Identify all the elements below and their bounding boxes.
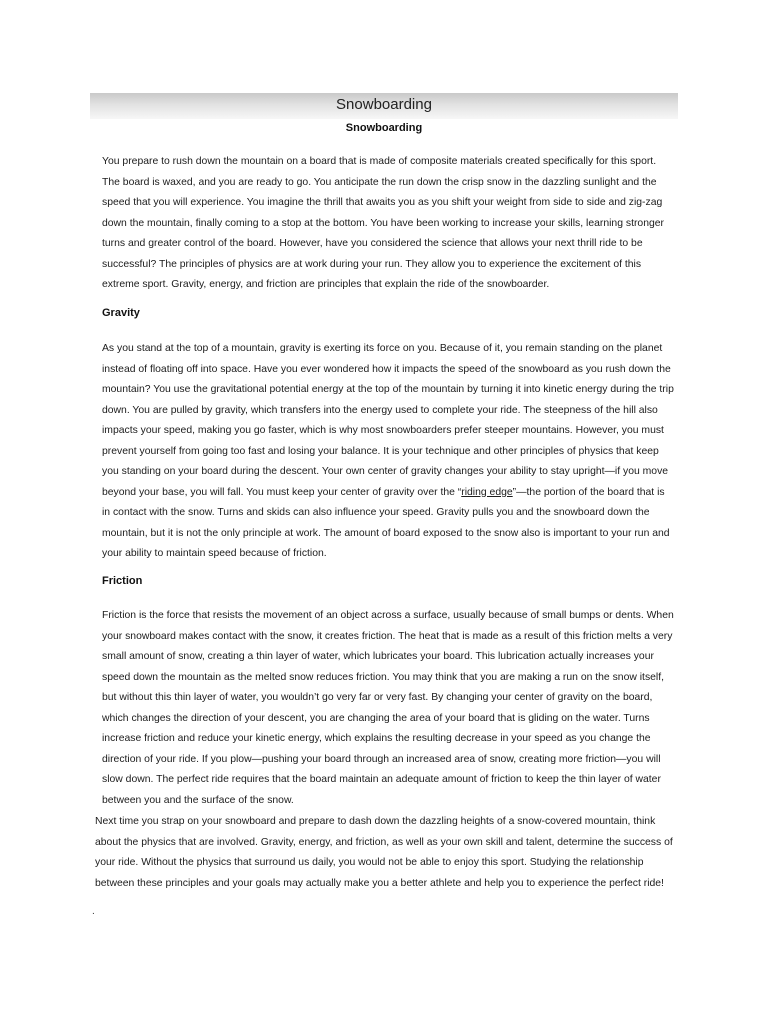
gravity-paragraph <box>102 339 674 565</box>
page-title: Snowboarding <box>336 96 432 113</box>
friction-heading: Friction <box>102 575 143 587</box>
trailing-mark: . <box>92 906 95 917</box>
friction-paragraph: Friction is the force that resists the movement of an object across a surface, usually because of small bumps or dents. When your snowboard makes contact with the snow, it creates friction. The heat that is made as a result of this friction melts a very small amount of snow, creating a thin layer of water, which lubricates your board. This lubrication actually increases your speed down the mountain as the melted snow reduces friction. You may think that you are making a run on the snow itself, but without this thin layer of water, you wouldn’t go very far or very fast. By changing your center of gravity on the board, which changes the direction of your descent, you are changing the area of your board that is gliding on the water. Turns increase friction and reduce your kinetic energy, which explains the resulting decrease in your speed as you change the direction of your ride. If you plow—pushing your board through an increased area of snow, creating more friction—you will slow down. The perfect ride requires that the board maintain an adequate amount of friction to keep the thin layer of water between you and the surface of the snow. <box>102 610 674 806</box>
title-bar <box>90 93 678 119</box>
closing-paragraph: Next time you strap on your snowboard and prepare to dash down the dazzling heights of a snow-covered mountain, think about the physics that are involved. Gravity, energy, and friction, as well as your own skill and talent, determine the success of your ride. Without the physics that surround us daily, you would not be able to enjoy this sport. Studying the relationship between these principles and your goals may actually make you a better athlete and help you to experience the perfect ride! <box>95 816 673 889</box>
intro-paragraph: You prepare to rush down the mountain on a board that is made of composite materials created specifically for this sport. The board is waxed, and you are ready to go. You anticipate the run down the crisp snow in the dazzling sunlight and the speed that you will experience. You imagine the thrill that awaits you as you shift your weight from side to side and zig-zag down the mountain, finally coming to a stop at the bottom. You have been working to increase your skills, learning stronger turns and greater control of the board. However, have you considered the science that allows your next thrill ride to be successful? The principles of physics are at work during your run. They allow you to experience the excitement of this extreme sport. Gravity, energy, and friction are principles that explain the ride of the snowboarder. <box>102 156 664 290</box>
riding-edge-link[interactable]: riding edge <box>461 486 513 498</box>
gravity-heading: Gravity <box>102 307 140 319</box>
gravity-text-end: ”—the portion of the board that is in contact with the snow. Turns and skids can also influence your speed. Gravity pulls you and the snowboard down the mountain, but it is not the only principle at work. The amount of board exposed to the snow also is important to your run and your ability to maintain speed because of friction. <box>102 486 670 559</box>
document-subtitle: Snowboarding <box>345 122 423 134</box>
gravity-text-start: As you stand at the top of a mountain, gravity is exerting its force on you. Because of it, you remain standing on the planet instead of floating off into space. Have you ever wondered how it impacts the speed of the snowboard as you rush down the mountain? You use the gravitational potential energy at the top of the mountain by turning it into kinetic energy during the trip down. You are pulled by gravity, which transfers into the energy used to complete your ride. The steepness of the hill also impacts your speed, making you go faster, which is why most snowboarders prefer steeper mountains. However, you must prevent yourself from going too fast and losing your balance. It is your technique and other principles of physics that keep you standing on your board during the descent. Your own center of gravity changes your ability to stay upright—if you move beyond your base, you will fall. You must keep your center of gravity over the “ <box>102 343 674 498</box>
